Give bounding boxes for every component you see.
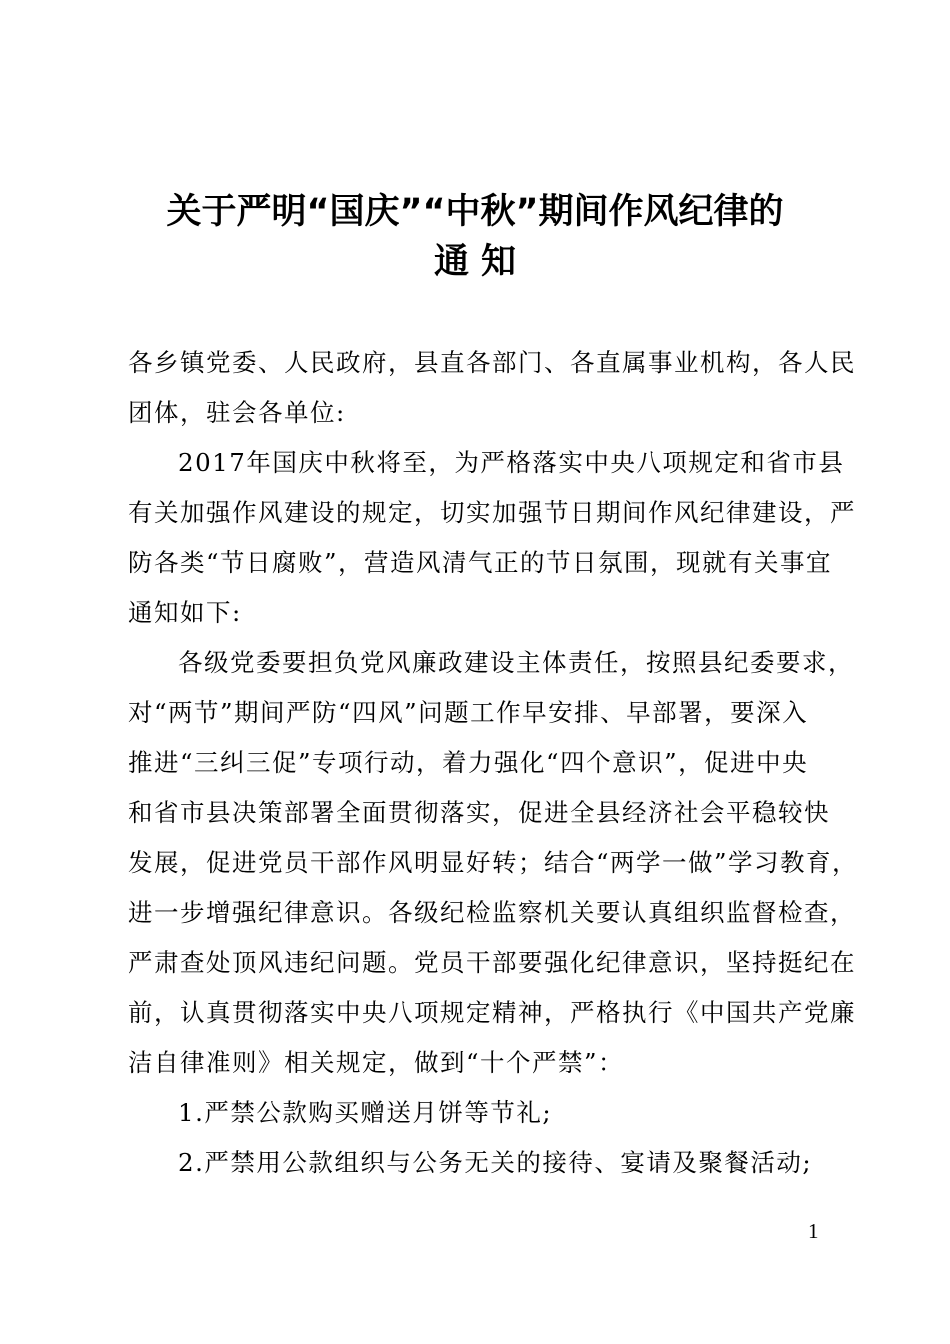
body-line-13: 严肃查处顶风违纪问题。党员干部要强化纪律意识，坚持挺纪在 xyxy=(128,948,856,977)
body-line-15: 洁自律准则》相关规定，做到“十个严禁”： xyxy=(128,1048,625,1077)
body-line-1: 各乡镇党委、人民政府，县直各部门、各直属事业机构，各人民 xyxy=(128,348,856,377)
list-item-2: 2.严禁用公款组织与公务无关的接待、宴请及聚餐活动; xyxy=(178,1148,813,1177)
body-line-3: 2017年国庆中秋将至，为严格落实中央八项规定和省市县 xyxy=(178,448,845,477)
body-line-5: 防各类“节日腐败”，营造风清气正的节日氛围，现就有关事宜 xyxy=(128,548,833,577)
body-line-12: 进一步增强纪律意识。各级纪检监察机关要认真组织监督检查， xyxy=(128,898,856,927)
body-line-2: 团体，驻会各单位: xyxy=(128,398,346,427)
body-line-10: 和省市县决策部署全面贯彻落实，促进全县经济社会平稳较快 xyxy=(128,798,830,827)
body-line-11: 发展，促进党员干部作风明显好转；结合“两学一做”学习教育， xyxy=(128,848,859,877)
body-line-7: 各级党委要担负党风廉政建设主体责任，按照县纪委要求， xyxy=(178,648,854,677)
body-line-6: 通知如下: xyxy=(128,598,242,627)
document-title-line-2: 通知 xyxy=(433,242,528,282)
body-line-9: 推进“三纠三促”专项行动，着力强化“四个意识”，促进中央 xyxy=(128,748,809,777)
body-line-8: 对“两节”期间严防“四风”问题工作早安排、早部署，要深入 xyxy=(128,698,809,727)
document-title-line-1: 关于严明“国庆”“中秋”期间作风纪律的 xyxy=(166,192,784,232)
body-line-14: 前，认真贯彻落实中央八项规定精神，严格执行《中国共产党廉 xyxy=(128,998,856,1027)
body-line-4: 有关加强作风建设的规定，切实加强节日期间作风纪律建设，严 xyxy=(128,498,856,527)
page-number: 1 xyxy=(808,1219,819,1243)
list-item-1: 1.严禁公款购买赠送月饼等节礼; xyxy=(178,1098,553,1127)
